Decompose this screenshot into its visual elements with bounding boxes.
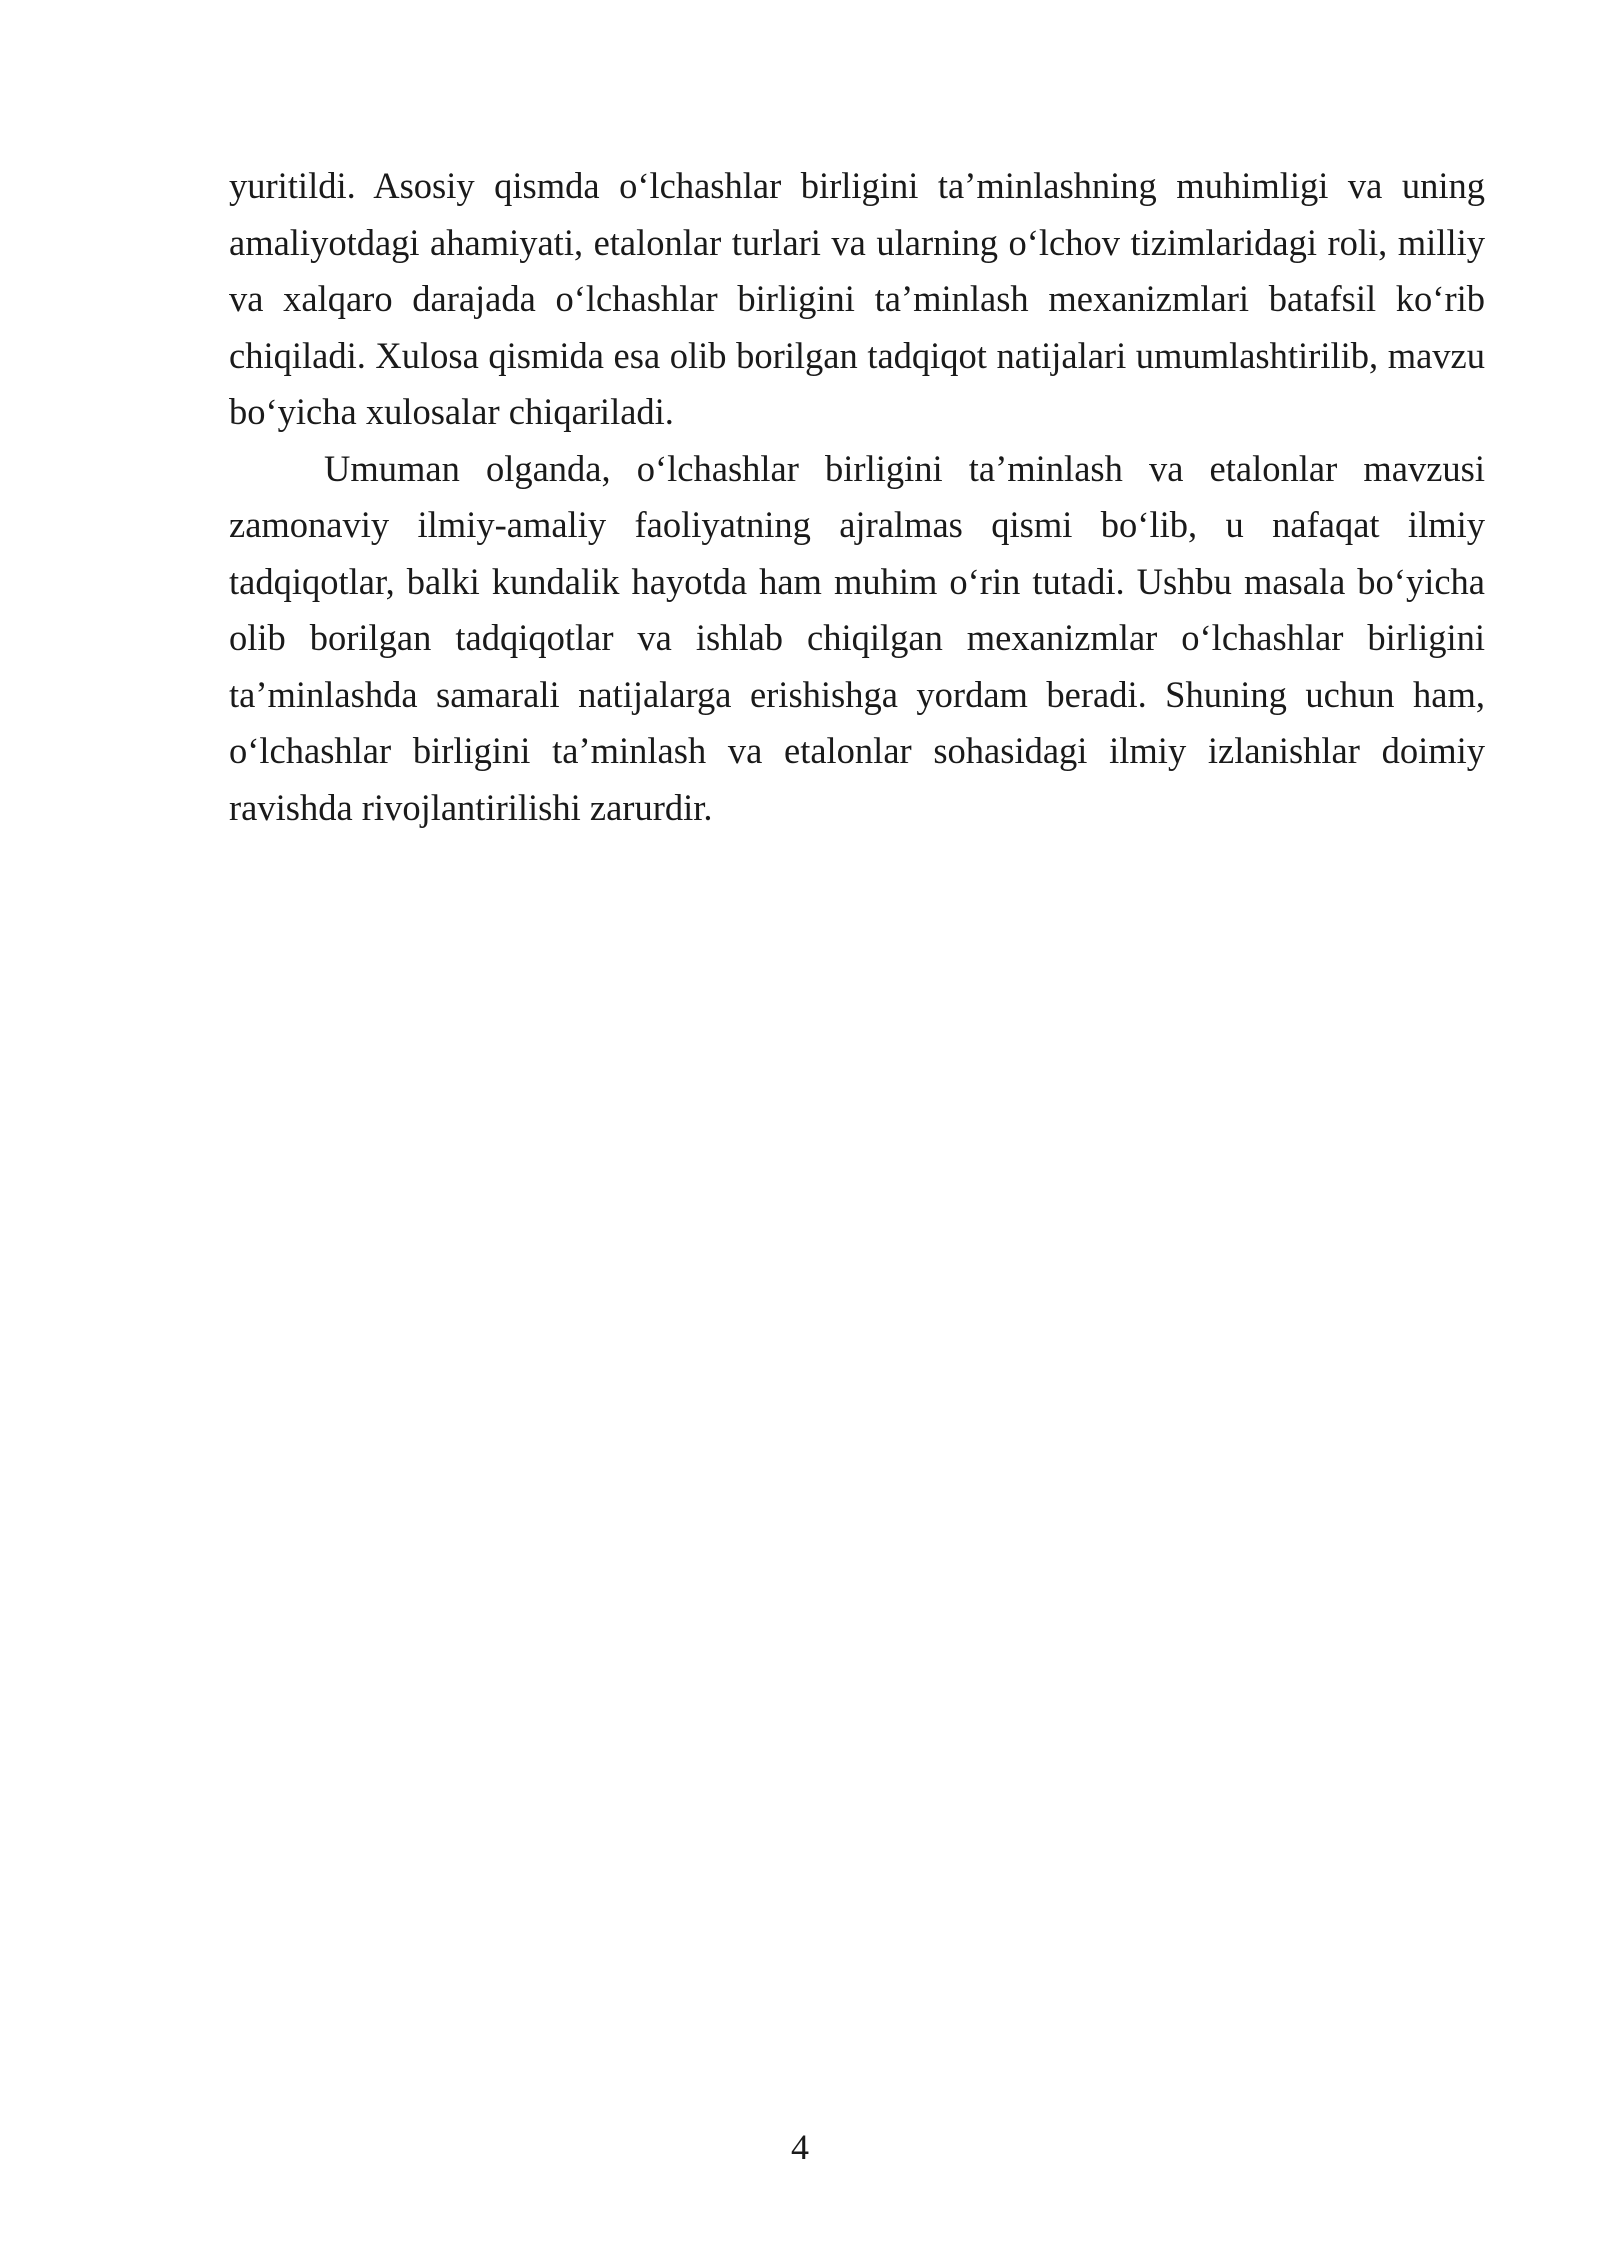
paragraph-continuation: yuritildi. Asosiy qismda o‘lchashlar birligini ta’minlashning muhimligi va uning amaliyotdagi ahamiyati, etalonlar turlari va ularning o‘lchov tizimlaridagi roli, milliy va xalqaro darajada o‘lchashlar birligini ta’minlash mexanizmlari batafsil ko‘rib chiqiladi. Xulosa qismida esa olib borilgan tadqiqot natijalari umumlashtirilib, mavzu bo‘yicha xulosalar chiqariladi. — [229, 165, 1485, 432]
page-number: 4 — [791, 2127, 809, 2167]
paragraph-conclusion: Umuman olganda, o‘lchashlar birligini ta’minlash va etalonlar mavzusi zamonaviy ilmiy-amaliy faoliyatning ajralmas qismi bo‘lib, u nafaqat ilmiy tadqiqotlar, balki kundalik hayotda ham muhim o‘rin tutadi. Ushbu masala bo‘yicha olib borilgan tadqiqotlar va ishlab chiqilgan mexanizmlar o‘lchashlar birligini ta’minlashda samarali natijalarga erishishga yordam beradi. Shuning uchun ham, o‘lchashlar birligini ta’minlash va etalonlar sohasidagi ilmiy izlanishlar doimiy ravishda rivojlantirilishi zarurdir. — [229, 447, 1485, 828]
body-text — [229, 158, 1485, 836]
